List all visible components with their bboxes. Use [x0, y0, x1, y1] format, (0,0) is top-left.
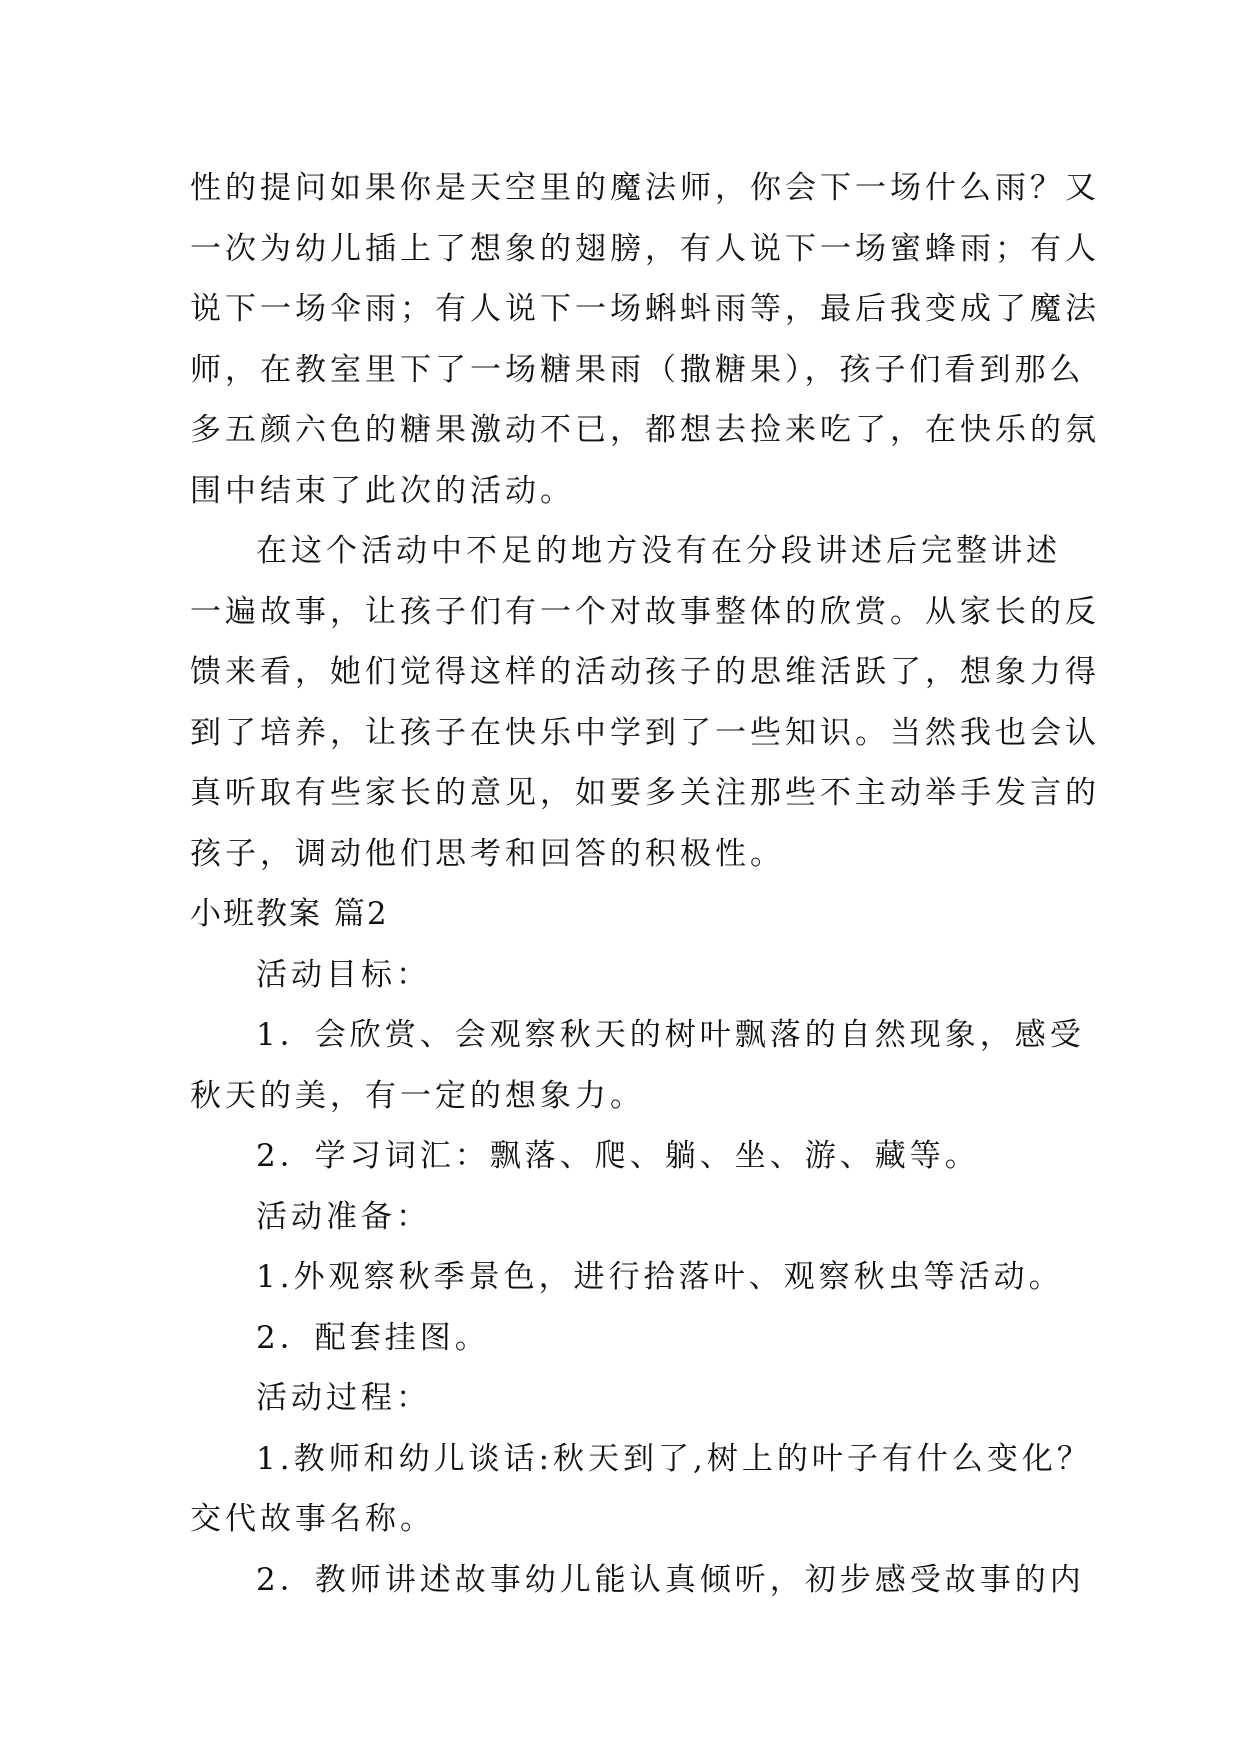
section-heading: 小班教案 篇2 — [190, 896, 389, 932]
paragraph-line: 围中结束了此次的活动。 — [190, 472, 575, 509]
document-page — [190, 158, 1100, 1610]
paragraph-line: 一次为幼儿插上了想象的翅膀，有人说下一场蜜蜂雨；有人 — [190, 230, 1100, 267]
list-item: 1.外观察秋季景色，进行拾落叶、观察秋虫等活动。 — [256, 1259, 1064, 1295]
paragraph-line: 孩子，调动他们思考和回答的积极性。 — [190, 835, 785, 872]
paragraph-line: 说下一场伞雨；有人说下一场蝌蚪雨等，最后我变成了魔法 — [190, 291, 1100, 327]
subheading-line: 活动准备： — [256, 1198, 431, 1235]
list-item: 2．配套挂图。 — [256, 1319, 490, 1356]
list-item: 2．教师讲述故事幼儿能认真倾听，初步感受故事的内 — [256, 1561, 1085, 1598]
paragraph-line: 到了培养，让孩子在快乐中学到了一些知识。当然我也会认 — [190, 714, 1100, 751]
paragraph-line: 秋天的美，有一定的想象力。 — [190, 1077, 645, 1114]
paragraph-line: 交代故事名称。 — [190, 1501, 435, 1537]
paragraph-line: 馈来看，她们觉得这样的活动孩子的思维活跃了，想象力得 — [190, 654, 1100, 690]
paragraph-line: 多五颜六色的糖果激动不已，都想去捡来吃了，在快乐的氛 — [190, 412, 1100, 448]
paragraph-line: 一遍故事，让孩子们有一个对故事整体的欣赏。从家长的反 — [190, 593, 1100, 630]
subheading-line: 活动过程： — [256, 1380, 431, 1416]
list-item: 2．学习词汇：飘落、爬、躺、坐、游、藏等。 — [256, 1138, 980, 1174]
list-item: 1．会欣赏、会观察秋天的树叶飘落的自然现象，感受 — [256, 1017, 1085, 1053]
paragraph-line: 性的提问如果你是天空里的魔法师，你会下一场什么雨？又 — [190, 170, 1100, 206]
paragraph-line: 在这个活动中不足的地方没有在分段讲述后完整讲述 — [256, 533, 1061, 569]
list-item: 1.教师和幼儿谈话:秋天到了,树上的叶子有什么变化？ — [256, 1440, 1092, 1477]
subheading-line: 活动目标： — [256, 956, 431, 993]
paragraph-line: 师，在教室里下了一场糖果雨（撒糖果），孩子们看到那么 — [190, 351, 1085, 388]
paragraph-line: 真听取有些家长的意见，如要多关注那些不主动举手发言的 — [190, 775, 1100, 811]
